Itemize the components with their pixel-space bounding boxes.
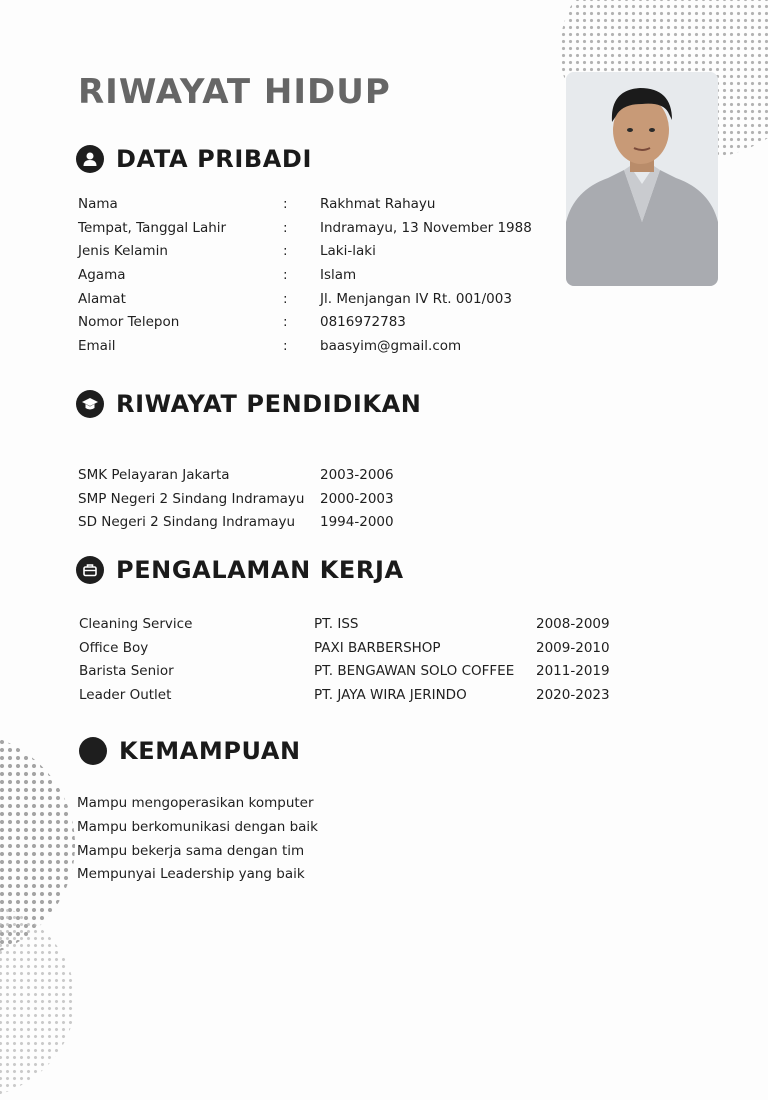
personal-row-name xyxy=(78,193,560,217)
section-experience-heading xyxy=(76,556,404,584)
field-separator: : xyxy=(283,219,288,236)
page-title: RIWAYAT HIDUP xyxy=(78,72,391,112)
field-separator: : xyxy=(283,196,288,212)
graduation-cap-icon xyxy=(76,390,104,418)
field-label: Agama xyxy=(78,267,126,284)
field-separator: : xyxy=(283,314,288,331)
education-row xyxy=(78,511,394,535)
section-experience-title: PENGALAMAN KERJA xyxy=(116,556,404,584)
job-position: Cleaning Service xyxy=(79,616,193,632)
personal-row-gender xyxy=(78,240,560,264)
education-row xyxy=(78,488,394,512)
school-name: SMK Pelayaran Jakarta xyxy=(78,467,230,483)
field-label: Alamat xyxy=(78,290,126,307)
experience-row xyxy=(79,637,610,661)
section-personal-heading xyxy=(76,145,312,173)
field-value: Rakhmat Rahayu xyxy=(320,196,436,212)
section-skills-title: KEMAMPUAN xyxy=(119,737,301,765)
briefcase-icon xyxy=(76,556,104,584)
profile-photo xyxy=(566,72,718,286)
school-name: SMP Negeri 2 Sindang Indramayu xyxy=(78,490,305,507)
skill-item: Mempunyai Leadership yang baik xyxy=(77,866,305,883)
school-years: 1994-2000 xyxy=(320,514,394,531)
skill-item: Mampu berkomunikasi dengan baik xyxy=(77,818,318,835)
job-company: PT. BENGAWAN SOLO COFFEE xyxy=(314,663,515,680)
field-separator: : xyxy=(283,267,288,284)
personal-row-phone xyxy=(78,311,560,335)
field-label: Nama xyxy=(78,196,118,212)
job-years: 2011-2019 xyxy=(536,663,610,680)
decorative-dots-bottom-left xyxy=(0,900,75,1100)
section-education-heading xyxy=(76,390,421,418)
education-row xyxy=(78,464,394,488)
field-label: Tempat, Tanggal Lahir xyxy=(78,219,227,236)
personal-row-birth xyxy=(78,217,560,241)
field-separator: : xyxy=(283,290,288,307)
field-value: Laki-laki xyxy=(320,243,376,260)
school-name: SD Negeri 2 Sindang Indramayu xyxy=(78,514,296,531)
field-label: Email xyxy=(78,338,116,355)
circle-icon xyxy=(79,737,107,765)
personal-row-religion xyxy=(78,264,560,288)
school-years: 2000-2003 xyxy=(320,490,394,507)
section-skills-heading xyxy=(79,737,301,765)
skills-list xyxy=(77,792,318,887)
field-value: Jl. Menjangan IV Rt. 001/003 xyxy=(320,290,512,307)
field-label: Jenis Kelamin xyxy=(78,243,168,260)
user-icon xyxy=(76,145,104,173)
field-value: baasyim@gmail.com xyxy=(320,338,462,355)
job-years: 2020-2023 xyxy=(536,687,610,704)
job-company: PAXI BARBERSHOP xyxy=(314,639,441,656)
education-list xyxy=(78,464,394,535)
section-education-title: RIWAYAT PENDIDIKAN xyxy=(116,390,422,418)
field-separator: : xyxy=(283,338,288,355)
job-years: 2009-2010 xyxy=(536,639,610,656)
personal-row-address xyxy=(78,288,560,312)
personal-row-email xyxy=(78,335,560,359)
job-position: Barista Senior xyxy=(79,663,174,680)
school-years: 2003-2006 xyxy=(320,467,394,483)
field-value: 0816972783 xyxy=(320,314,406,331)
experience-row xyxy=(79,684,610,708)
job-position: Office Boy xyxy=(79,639,149,656)
skill-item: Mampu mengoperasikan komputer xyxy=(77,795,314,811)
field-value: Indramayu, 13 November 1988 xyxy=(320,219,532,236)
skill-item: Mampu bekerja sama dengan tim xyxy=(77,842,305,859)
section-personal-title: DATA PRIBADI xyxy=(116,145,312,173)
experience-row xyxy=(79,660,610,684)
field-value: Islam xyxy=(320,267,357,284)
job-company: PT. ISS xyxy=(314,616,359,632)
experience-row xyxy=(79,613,610,637)
experience-list xyxy=(79,613,610,708)
job-position: Leader Outlet xyxy=(79,687,172,704)
personal-data-list xyxy=(78,193,560,359)
job-years: 2008-2009 xyxy=(536,616,610,632)
job-company: PT. JAYA WIRA JERINDO xyxy=(314,687,467,704)
field-separator: : xyxy=(283,243,288,260)
field-label: Nomor Telepon xyxy=(78,314,180,331)
